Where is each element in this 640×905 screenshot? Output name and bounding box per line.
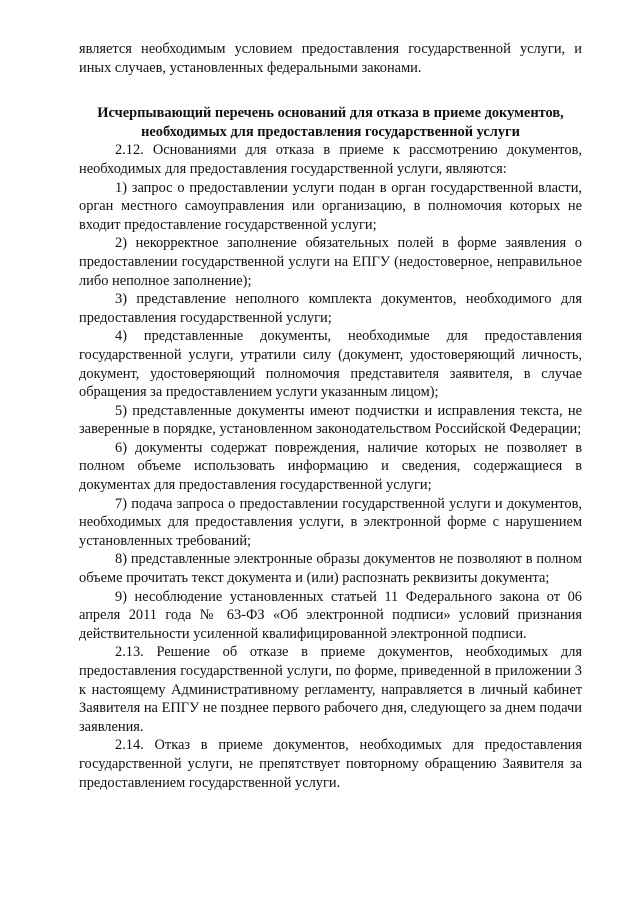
list-item-5: 5) представленные документы имеют подчистки и исправления текста, не заверенные в порядке, установленном законодательством Российской Федерации; [79, 402, 582, 438]
paragraph-2-13: 2.13. Решение об отказе в приеме документов, необходимых для предоставления государственной услуги, по форме, приведенной в приложении 3 к настоящему Административному регламенту, направляется в личный кабинет Заявителя на ЕПГУ не позднее первого рабочего дня, следующего за днем подачи заявления. [79, 644, 582, 735]
list-item-3: 3) представление неполного комплекта документов, необходимого для предоставления государственной услуги; [79, 291, 582, 326]
list-item-8: 8) представленные электронные образы документов не позволяют в полном объеме прочитать текст документа и (или) распознать реквизиты документа; [79, 551, 582, 587]
list-item-4: 4) представленные документы, необходимые для предоставления государственной услуги, утратили силу (документ, удостоверяющий личность, документ, удостоверяющий полномочия представителя заявителя, в случае обращения за предоставлением услуги указанным лицом); [79, 328, 582, 401]
paragraph-2-14: 2.14. Отказ в приеме документов, необходимых для предоставления государственной услуги, не препятствует повторному обращению Заявителя за предоставлением государственной услуги. [79, 737, 582, 791]
list-item-7: 7) подача запроса о предоставлении государственной услуги и документов, необходимых для предоставления услуги, в электронной форме с нарушением установленных требований; [79, 495, 582, 549]
list-item-2: 2) некорректное заполнение обязательных полей в форме заявления о предоставлении государственной услуги на ЕПГУ (недостоверное, неправильное либо неполное заполнение); [79, 235, 582, 289]
list-item-9: 9) несоблюдение установленных статьей 11 Федерального закона от 06 апреля 2011 года № 63-ФЗ «Об электронной подписи» условий признания действительности усиленной квалифицированной электронной подписи. [79, 588, 582, 642]
paragraph-2-12: 2.12. Основаниями для отказа в приеме к рассмотрению документов, необходимых для предоставления государственной услуги, являются: [79, 142, 582, 177]
list-item-1: 1) запрос о предоставлении услуги подан в орган государственной власти, орган местного самоуправления или организацию, в полномочия которых не входит предоставление государственной услуги; [79, 179, 582, 233]
intro-paragraph: является необходимым условием предоставления государственной услуги, и иных случаев, установленных федеральными законами. [79, 41, 582, 76]
list-item-6: 6) документы содержат повреждения, наличие которых не позволяет в полном объеме использовать информацию и сведения, содержащиеся в документах для предоставления государственной услуги; [79, 439, 582, 494]
section-heading: Исчерпывающий перечень оснований для отказа в приеме документов, необходимых для предоставления государственной услуги [97, 105, 564, 140]
